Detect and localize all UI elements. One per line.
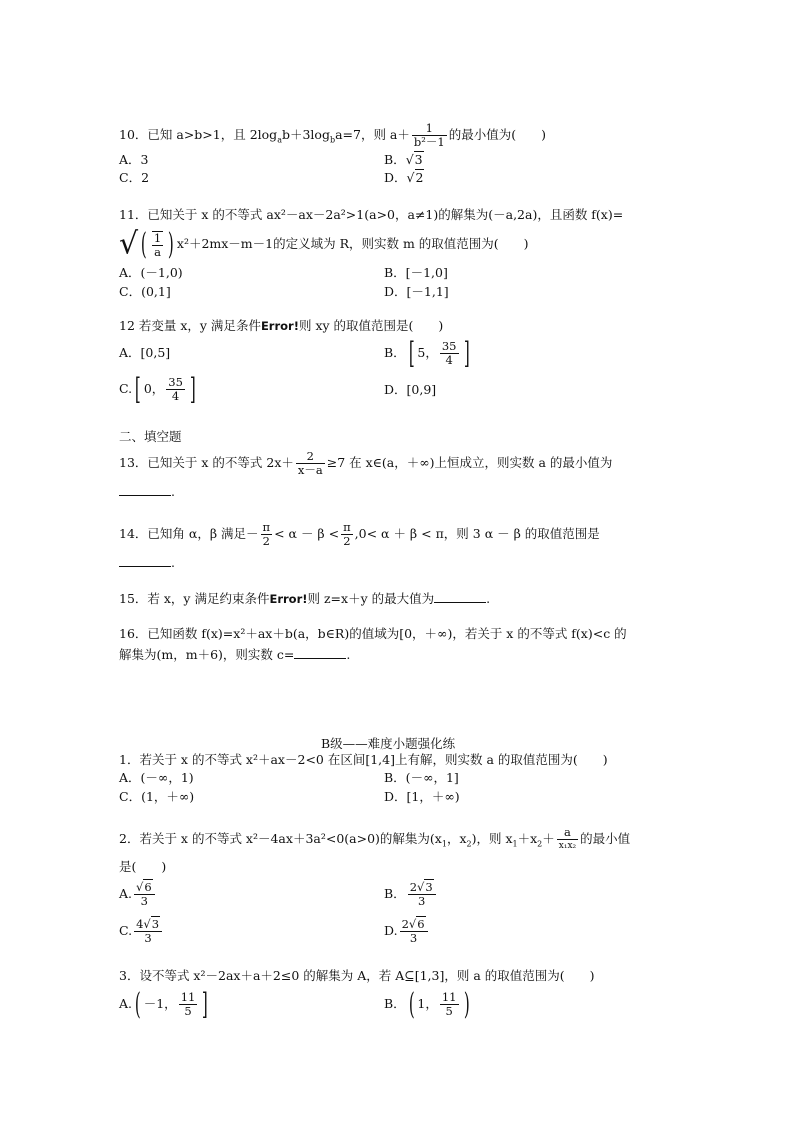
- frac-den: 3: [134, 894, 155, 908]
- q10-stem-part: a=7，则 a＋: [335, 127, 410, 142]
- frac-num: 35: [441, 339, 457, 353]
- frac-den: 3: [408, 894, 436, 908]
- bracket-left: [: [408, 335, 415, 371]
- frac-den: 2: [261, 534, 273, 548]
- q10-stem-part: 的最小值为( ): [448, 127, 546, 142]
- option-fraction: [166, 376, 185, 403]
- option-fraction: [134, 881, 155, 908]
- b2-stem-part: 的最小值: [580, 831, 631, 846]
- sqrt-symbol: √2: [406, 170, 424, 185]
- q12-stem-part: 12 若变量 x，y 满足条件: [119, 318, 261, 333]
- frac-den: 3: [134, 931, 162, 945]
- q10-option-d: [384, 170, 424, 186]
- q12-stem-part: 则 xy 的取值范围是( ): [298, 318, 444, 333]
- option-label: B．: [384, 152, 406, 167]
- b2-stem-part: ，x: [446, 831, 467, 846]
- b3-stem: 3．设不等式 x²－2ax＋a＋2≤0 的解集为 A，若 A⊆[1,3]，则 a 的取值范围为( ): [119, 968, 595, 983]
- frac-num: π: [343, 520, 351, 534]
- q12-option-c: [119, 372, 199, 406]
- q14-stem-part: < α － β <: [274, 526, 340, 541]
- q11-stem-line2: [119, 225, 529, 264]
- b1-option-a: A．(－∞，1): [119, 770, 194, 785]
- paren-right: ): [168, 226, 174, 262]
- q13-stem-part: 13．已知关于 x 的不等式 2x＋: [119, 455, 294, 470]
- sqrt-symbol: √3: [143, 917, 160, 931]
- option-fraction: [408, 881, 436, 908]
- bracket-right: ]: [202, 986, 209, 1022]
- radicand: 3: [425, 880, 433, 894]
- interval-left: 1，: [417, 996, 438, 1011]
- option-label: B．: [384, 996, 406, 1011]
- frac-den: a: [152, 245, 163, 259]
- b2-sub: 1: [512, 839, 518, 849]
- q13-fraction: [296, 450, 325, 477]
- option-label: A.: [119, 996, 133, 1011]
- answer-blank[interactable]: [119, 484, 171, 496]
- bracket-right: ]: [463, 335, 470, 371]
- b3-option-b: [384, 987, 472, 1021]
- interval-left: －1，: [143, 996, 177, 1011]
- sqrt-symbol: √6: [408, 917, 425, 931]
- sqrt-symbol: √3: [417, 880, 433, 894]
- q13-answer-line: .: [119, 484, 175, 500]
- q13-stem: [119, 447, 612, 479]
- q11-option-a: A．(－1,0): [119, 265, 183, 280]
- frac-den: 5: [179, 1004, 198, 1018]
- option-fraction: [134, 918, 162, 945]
- b2-stem-part: 2．若关于 x 的不等式 x²－4ax＋3a²<0(a>0)的解集为(x: [119, 831, 442, 846]
- q11-stem-line1: 11．已知关于 x 的不等式 ax²－ax－2a²>1(a>0，a≠1)的解集为(－a,2a)，且函数 f(x)=: [119, 207, 624, 222]
- q14-stem-part: ,0< α ＋ β < π，则 3 α － β 的取值范围是: [354, 526, 600, 541]
- q15-stem: [119, 591, 490, 607]
- q16-stem-line1: 16．已知函数 f(x)=x²＋ax＋b(a，b∈R)的值域为[0，＋∞)，若关于 x 的不等式 f(x)<c 的: [119, 626, 627, 641]
- b2-stem-line2: 是( ): [119, 859, 167, 874]
- b2-fraction: [557, 826, 578, 853]
- q14-fraction: [261, 521, 273, 548]
- frac-num: 2: [306, 449, 314, 463]
- q16-stem-line2: [119, 647, 350, 663]
- q11-stem-text: x²＋2mx－m－1的定义域为 R，则实数 m 的取值范围为( ): [176, 236, 529, 251]
- q12-option-d: D．[0,9]: [384, 382, 437, 397]
- radicand: 6: [144, 880, 152, 894]
- radicand: 3: [414, 152, 423, 167]
- option-fraction: [440, 340, 459, 367]
- b2-stem-part: )，则 x: [471, 831, 513, 846]
- q16-stem-part: .: [346, 647, 351, 662]
- b2-stem-part: ＋: [542, 831, 555, 846]
- section-b-heading: B级——难度小题强化练: [321, 736, 456, 751]
- answer-blank[interactable]: [434, 591, 486, 603]
- b1-option-b: B．(－∞，1]: [384, 770, 459, 785]
- option-label: C.: [119, 381, 133, 396]
- q15-stem-part: 则 z=x＋y 的最大值为: [307, 591, 435, 606]
- answer-blank[interactable]: [119, 555, 171, 567]
- sqrt-symbol: √3: [405, 152, 423, 167]
- option-label: B．: [384, 886, 406, 901]
- frac-den: 5: [440, 1004, 459, 1018]
- q11-fraction: [152, 231, 163, 259]
- frac-den: x－a: [297, 463, 323, 477]
- bracket-right: ]: [189, 371, 196, 407]
- option-label: D．: [384, 170, 407, 185]
- b2-sub: 1: [441, 839, 447, 849]
- q10-option-c: C．2: [119, 170, 150, 185]
- frac-den: x₁x₂: [558, 841, 577, 851]
- b2-option-b: [384, 877, 438, 911]
- frac-num: 35: [168, 375, 183, 389]
- frac-num: 1: [425, 121, 433, 135]
- error-mark: Error!: [260, 319, 299, 333]
- paren-left: (: [408, 986, 415, 1022]
- q12-option-a: A．[0,5]: [119, 345, 171, 360]
- frac-num: 1: [153, 230, 162, 245]
- frac-num: [134, 881, 155, 894]
- option-label: B．: [384, 345, 406, 360]
- frac-den: 4: [166, 389, 185, 403]
- q11-option-c: C．(0,1]: [119, 284, 171, 299]
- sqrt-symbol: √6: [136, 880, 152, 894]
- q10-stem: [119, 122, 546, 149]
- q14-fraction: [341, 521, 353, 548]
- coefficient: 2: [401, 917, 409, 931]
- section-heading: 二、填空题: [119, 429, 182, 444]
- paren-right: ): [463, 986, 470, 1022]
- q10-option-b: [384, 152, 424, 168]
- frac-num: [408, 881, 436, 894]
- b2-stem: [119, 822, 630, 862]
- coefficient: 4: [136, 917, 144, 931]
- option-fraction: [179, 991, 198, 1018]
- b2-stem-part: ＋x: [517, 831, 538, 846]
- frac-num: a: [564, 825, 571, 839]
- option-label: C.: [119, 923, 133, 938]
- answer-blank[interactable]: [294, 647, 346, 659]
- q10-stem-part: b＋3log: [281, 127, 330, 142]
- q10-option-a: A．3: [119, 152, 149, 167]
- option-label: D.: [384, 923, 398, 938]
- frac-num: [134, 918, 162, 931]
- b1-option-d: D．[1，＋∞): [384, 789, 460, 804]
- frac-den: 4: [440, 353, 459, 367]
- q13-stem-part: ≥7 在 x∈(a，＋∞)上恒成立，则实数 a 的最小值为: [326, 455, 613, 470]
- frac-num: 11: [441, 990, 457, 1004]
- q14-stem: [119, 518, 600, 550]
- frac-num: [400, 918, 428, 931]
- b1-stem: 1．若关于 x 的不等式 x²＋ax－2<0 在区间[1,4]上有解，则实数 a 的取值范围为( ): [119, 752, 608, 767]
- q12-option-b: [384, 336, 472, 370]
- q10-fraction: [412, 122, 447, 149]
- paren-left: (: [141, 226, 147, 262]
- radicand: 6: [417, 917, 425, 931]
- q10-sub: b: [329, 135, 336, 145]
- option-fraction: [440, 991, 459, 1018]
- error-mark: Error!: [269, 592, 308, 606]
- bracket-left: [: [135, 371, 141, 407]
- q16-stem-part: 解集为(m，m＋6)，则实数 c=: [119, 647, 295, 662]
- option-label: A.: [119, 886, 133, 901]
- b2-sub: 2: [537, 839, 543, 849]
- coefficient: 2: [409, 880, 418, 894]
- q10-sub: a: [277, 135, 282, 145]
- frac-den: b²－1: [413, 135, 445, 149]
- q14-stem-part: 14．已知角 α，β 满足－: [119, 526, 259, 541]
- q15-stem-part: 15．若 x，y 满足约束条件: [119, 591, 270, 606]
- q10-stem-part: 10．已知 a>b>1，且 2log: [119, 127, 278, 142]
- q15-stem-part: .: [486, 591, 491, 606]
- q12-stem: [119, 318, 443, 334]
- frac-num: π: [262, 520, 271, 534]
- interval-left: 0，: [143, 381, 165, 396]
- frac-den: 3: [400, 931, 428, 945]
- b2-sub: 2: [466, 839, 472, 849]
- b2-option-a: [119, 877, 157, 911]
- frac-den: 2: [341, 534, 353, 548]
- option-fraction: [400, 918, 428, 945]
- radicand: 3: [151, 917, 160, 931]
- frac-num: 11: [180, 990, 196, 1004]
- interval-left: 5，: [417, 345, 438, 360]
- radicand: 2: [415, 170, 424, 185]
- b1-option-c: C．(1，＋∞): [119, 789, 195, 804]
- q11-option-d: D．[－1,1]: [384, 284, 449, 299]
- q14-answer-line: .: [119, 555, 175, 571]
- b3-option-a: [119, 987, 211, 1021]
- sqrt-symbol: √: [119, 226, 139, 262]
- b2-option-c: [119, 914, 164, 948]
- b2-option-d: [384, 914, 430, 948]
- paren-left: (: [134, 986, 141, 1022]
- q11-option-b: B．[－1,0]: [384, 265, 448, 280]
